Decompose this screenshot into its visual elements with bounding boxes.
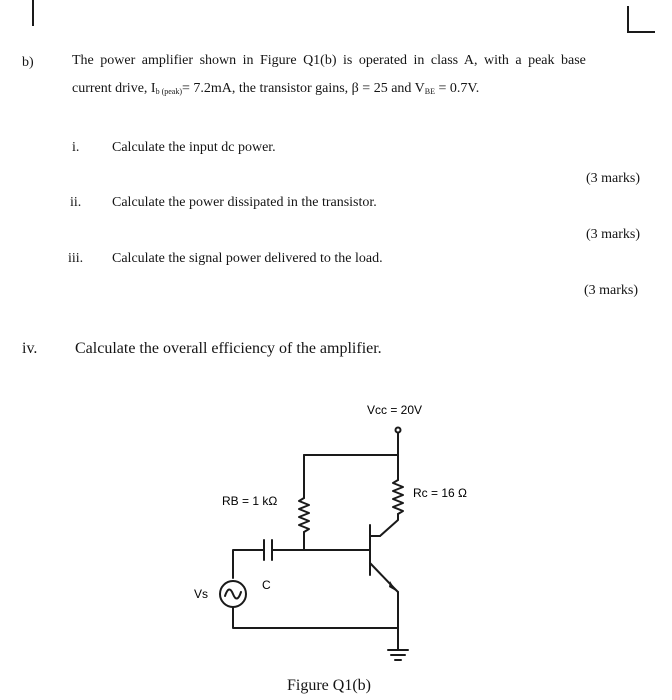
- subquestion-1-marks: (3 marks): [586, 171, 641, 186]
- vcc-terminal: [396, 428, 401, 433]
- part-label: b): [22, 55, 34, 70]
- vbe-subscript: BE: [424, 87, 435, 96]
- rc-resistor: [393, 480, 403, 514]
- capacitor-to-source-wire: [233, 550, 264, 578]
- subquestion-2-number: ii.: [70, 195, 82, 210]
- emitter-arrow: [389, 581, 396, 591]
- source-label: Vs: [194, 587, 209, 601]
- capacitor-label: C: [262, 578, 271, 592]
- rb-resistor: [299, 498, 309, 532]
- figure-caption: Figure Q1(b): [287, 677, 371, 694]
- ground-symbol: [388, 650, 408, 660]
- intro-line-1: The power amplifier shown in Figure Q1(b) is operated in class A, with a peak base: [72, 53, 586, 68]
- subquestion-3-text: Calculate the signal power delivered to the load.: [112, 251, 383, 266]
- source-ground-wire: [233, 607, 398, 628]
- subquestion-2-text: Calculate the power dissipated in the transistor.: [112, 195, 377, 210]
- subquestion-4-number: iv.: [22, 340, 38, 357]
- vcc-label: Vcc = 20V: [367, 403, 423, 417]
- rc-bottom-wire: [380, 514, 398, 536]
- subquestion-1-text: Calculate the input dc power.: [112, 140, 276, 155]
- ac-source-wave: [225, 589, 241, 598]
- subquestion-2-marks: (3 marks): [586, 227, 641, 242]
- subquestion-3-marks: (3 marks): [584, 283, 639, 298]
- subquestion-1-number: i.: [72, 140, 80, 155]
- subquestion-3-number: iii.: [68, 251, 84, 266]
- intro-line-2-part-a: current drive, I: [72, 81, 156, 96]
- subquestion-4-text: Calculate the overall efficiency of the amplifier.: [75, 340, 382, 357]
- rb-label: RB = 1 kΩ: [222, 494, 278, 508]
- rc-label: Rc = 16 Ω: [413, 486, 467, 500]
- vcc-rail-wire: [304, 433, 398, 455]
- ib-subscript: b (peak): [155, 87, 183, 96]
- intro-line-2-part-c: = 0.7V.: [435, 81, 480, 96]
- intro-line-2-part-b: = 7.2mA, the transistor gains, β = 25 and V: [182, 81, 425, 96]
